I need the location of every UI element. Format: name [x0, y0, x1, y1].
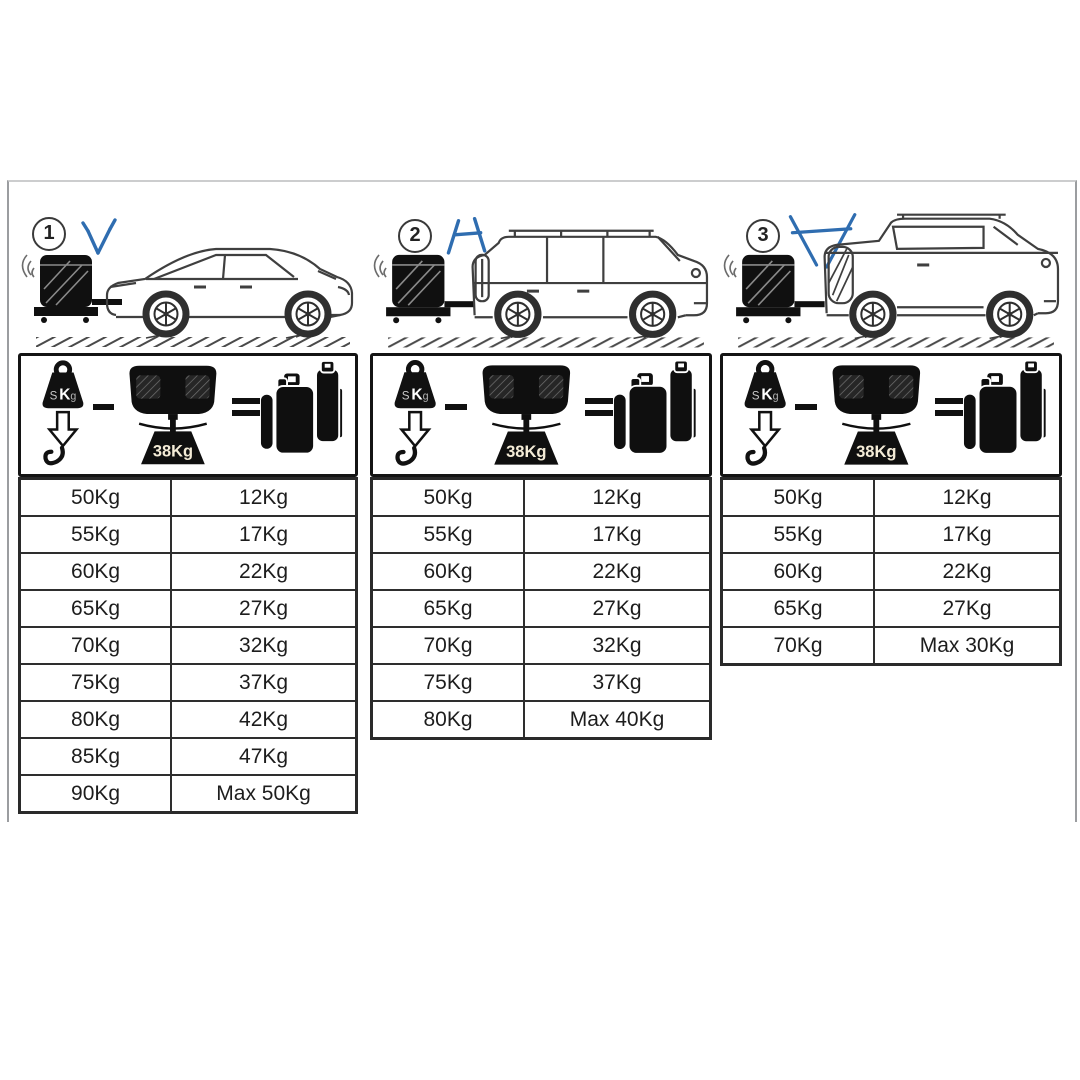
table-row	[722, 590, 1061, 627]
mount-clamp-icon	[83, 220, 115, 253]
vehicle-area	[720, 181, 1062, 353]
table-row	[372, 701, 711, 739]
ground-hatch	[36, 337, 350, 347]
scale-weight-label: 38Kg	[855, 441, 897, 461]
table-row	[20, 479, 357, 517]
equals-icon	[232, 398, 260, 416]
weight-cell: 22Kg	[874, 553, 1060, 590]
weight-cell: 12Kg	[874, 479, 1060, 517]
step-badge: 1	[32, 217, 66, 251]
table-row	[372, 516, 711, 553]
weight-cell: 17Kg	[171, 516, 356, 553]
tongue-weight-icon	[735, 358, 795, 472]
table-row	[20, 627, 357, 664]
vehicle-area	[18, 181, 358, 353]
weight-cell: 37Kg	[524, 664, 710, 701]
table-row	[20, 553, 357, 590]
step-badge: 3	[746, 219, 780, 253]
vehicle-area	[370, 181, 712, 353]
motion-lines-icon	[375, 255, 387, 277]
weight-cell: 37Kg	[171, 664, 356, 701]
hook-icon	[45, 448, 62, 463]
table-row	[372, 553, 711, 590]
weight-cell: 60Kg	[20, 553, 172, 590]
weight-cell: 75Kg	[20, 664, 172, 701]
table-row	[722, 516, 1061, 553]
sedan-illustration	[18, 189, 358, 353]
minus-icon	[795, 404, 816, 410]
cargo-box-on-scale-icon	[114, 358, 232, 472]
motion-lines-icon	[23, 255, 35, 277]
weight-cell: 12Kg	[171, 479, 356, 517]
table-row	[372, 627, 711, 664]
weight-cell: 47Kg	[171, 738, 356, 775]
down-arrow-icon	[49, 412, 76, 446]
weight-cell: 60Kg	[372, 553, 525, 590]
weight-cell: 85Kg	[20, 738, 172, 775]
svg-text:SKg: S Kg	[401, 386, 429, 404]
svg-text:SKg: S Kg	[49, 386, 77, 404]
weight-cell: 12Kg	[524, 479, 710, 517]
weight-cell: 70Kg	[20, 627, 172, 664]
tongue-weight-icon	[33, 358, 93, 472]
weight-cell: Max 30Kg	[874, 627, 1060, 665]
weight-cell: 42Kg	[171, 701, 356, 738]
weight-cell: 90Kg	[20, 775, 172, 813]
equals-icon	[935, 398, 963, 416]
weight-cell: 70Kg	[722, 627, 875, 665]
table-row	[20, 738, 357, 775]
wheels	[498, 294, 673, 334]
cargo-box-on-scale-icon	[817, 358, 936, 472]
svg-text:SKg: S Kg	[751, 386, 779, 404]
hook-icon	[398, 448, 415, 463]
down-arrow-icon	[752, 412, 779, 446]
weight-cell: 65Kg	[20, 590, 172, 627]
cargo-carrier	[736, 255, 825, 323]
weight-cell: 65Kg	[722, 590, 875, 627]
minus-icon	[445, 404, 466, 410]
table-row	[20, 590, 357, 627]
weight-cell: 17Kg	[524, 516, 710, 553]
weight-cell: 50Kg	[20, 479, 172, 517]
weight-cell: 32Kg	[171, 627, 356, 664]
down-arrow-icon	[402, 412, 429, 446]
weight-cell: 22Kg	[524, 553, 710, 590]
weight-table	[370, 477, 712, 740]
tongue-weight-icon	[385, 358, 445, 472]
weight-formula	[370, 353, 712, 477]
weight-cell: 60Kg	[722, 553, 875, 590]
weight-cell: 55Kg	[372, 516, 525, 553]
mount-clamp-icon	[790, 215, 854, 267]
scale-weight-label: 38Kg	[505, 441, 547, 461]
weight-cell: 22Kg	[171, 553, 356, 590]
step-badge: 2	[398, 219, 432, 253]
weight-cell: 27Kg	[524, 590, 710, 627]
boxy-suv-illustration	[370, 189, 712, 353]
scale-weight-label: 38Kg	[152, 442, 194, 461]
equals-icon	[585, 398, 613, 416]
weight-cell: 32Kg	[524, 627, 710, 664]
luggage-icon	[260, 359, 343, 471]
weight-cell: 80Kg	[372, 701, 525, 739]
ground-hatch	[388, 337, 704, 347]
weight-cell: 27Kg	[171, 590, 356, 627]
table-row	[20, 701, 357, 738]
weight-cell: 80Kg	[20, 701, 172, 738]
weight-cell: 50Kg	[372, 479, 525, 517]
luggage-icon	[613, 359, 697, 471]
table-row	[20, 516, 357, 553]
weight-formula	[720, 353, 1062, 477]
mount-clamp-icon	[448, 219, 484, 253]
weight-formula	[18, 353, 358, 477]
table-row	[372, 590, 711, 627]
suv-rear-spare-illustration	[720, 189, 1062, 353]
cargo-carrier	[386, 255, 475, 323]
table-row	[372, 664, 711, 701]
table-row	[20, 664, 357, 701]
motion-lines-icon	[725, 255, 737, 277]
table-row	[722, 553, 1061, 590]
table-row	[722, 627, 1061, 665]
table-row	[722, 479, 1061, 517]
luggage-icon	[963, 359, 1047, 471]
panel-boxy-suv	[370, 181, 712, 740]
weight-cell: 70Kg	[372, 627, 525, 664]
cargo-box-on-scale-icon	[467, 358, 586, 472]
ground-hatch	[738, 337, 1054, 347]
panel-sedan	[18, 181, 358, 814]
weight-cell: 55Kg	[722, 516, 875, 553]
weight-table	[18, 477, 358, 814]
weight-cell: 65Kg	[372, 590, 525, 627]
weight-cell: 27Kg	[874, 590, 1060, 627]
weight-cell: 75Kg	[372, 664, 525, 701]
wheels	[146, 294, 328, 334]
minus-icon	[93, 404, 114, 410]
weight-cell: 55Kg	[20, 516, 172, 553]
weight-cell: Max 50Kg	[171, 775, 356, 813]
hook-icon	[748, 448, 765, 463]
table-row	[20, 775, 357, 813]
weight-cell: 50Kg	[722, 479, 875, 517]
weight-cell: Max 40Kg	[524, 701, 710, 739]
weight-table	[720, 477, 1062, 666]
panel-suv-rear-spare	[720, 181, 1062, 666]
table-row	[372, 479, 711, 517]
weight-cell: 17Kg	[874, 516, 1060, 553]
